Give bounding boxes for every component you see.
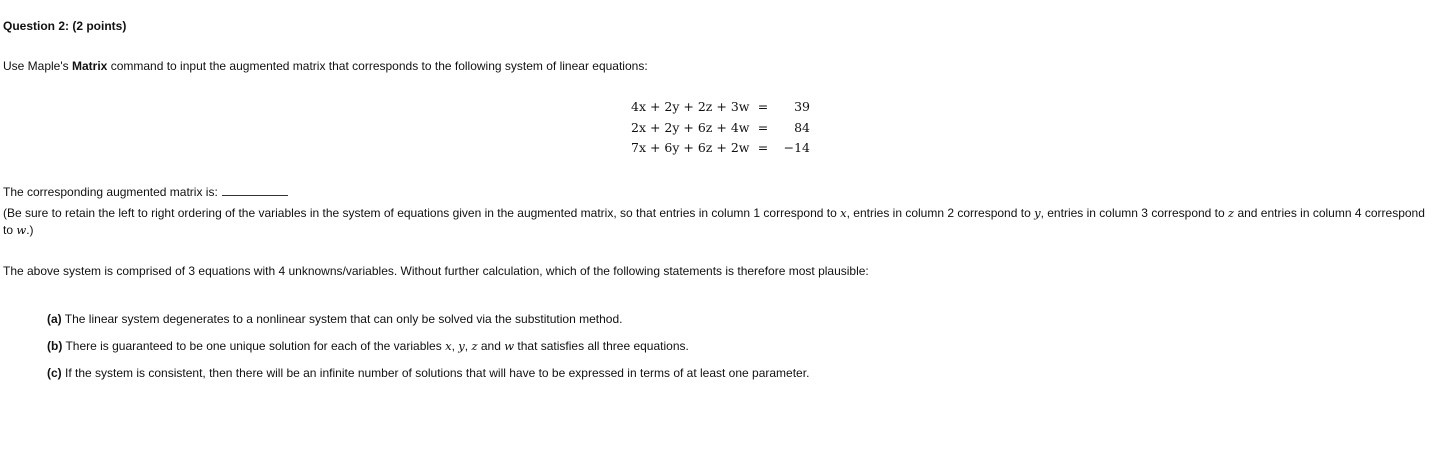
separator: , (451, 339, 455, 353)
intro-suffix: command to input the augmented matrix that corresponds to the following system of linear equations: (110, 59, 648, 73)
option-c-label: (c) (47, 366, 62, 380)
option-b-text: There is guaranteed to be one unique solution for each of the variables (65, 339, 442, 353)
intro-matrix-command: Matrix (72, 59, 108, 73)
equation-lhs: 7x + 6y + 6z + 2w (631, 140, 750, 155)
separator: , (464, 339, 469, 353)
note-text: .) (26, 223, 34, 237)
answer-blank-input[interactable] (222, 183, 288, 196)
option-a[interactable] (47, 312, 622, 326)
option-a-label: (a) (47, 312, 62, 326)
variable-z: z (471, 339, 478, 353)
variable-w: w (16, 223, 27, 237)
plausible-question: The above system is comprised of 3 equations with 4 unknowns/variables. Without further calculation, which of the following statements is therefore most plausible: (3, 264, 869, 278)
answer-line (3, 183, 288, 199)
option-b[interactable] (47, 339, 689, 353)
ordering-note (3, 205, 1435, 239)
note-text: , entries in column 2 correspond to (846, 206, 1031, 220)
conjunction: and (480, 339, 501, 353)
variable-z: z (1228, 206, 1235, 220)
intro-prefix: Use Maple's (3, 59, 69, 73)
option-b-text: that satisfies all three equations. (517, 339, 689, 353)
answer-label: The corresponding augmented matrix is: (3, 185, 218, 199)
note-text: and entries in column 4 correspond to (3, 206, 1425, 237)
equation-lhs: 4x + 2y + 2z + 3w (631, 99, 750, 114)
equals-sign: = (757, 99, 769, 114)
equation-rhs: 84 (794, 119, 810, 135)
equation-rhs: −14 (783, 140, 810, 155)
question-title: Question 2: (2 points) (3, 19, 127, 33)
variable-y: y (458, 339, 465, 353)
option-a-text: The linear system degenerates to a nonlinear system that can only be solved via the substitution method. (64, 312, 623, 326)
option-c[interactable] (47, 366, 809, 380)
variable-x: x (445, 339, 452, 353)
option-b-label: (b) (47, 339, 63, 353)
variable-y: y (1034, 206, 1041, 220)
equation-lhs: 2x + 2y + 6z + 4w (631, 119, 750, 135)
option-c-text: If the system is consistent, then there will be an infinite number of solutions that will have to be expressed in terms of at least one parameter. (65, 366, 810, 380)
note-text: (Be sure to retain the left to right ordering of the variables in the system of equations given in the augmented matrix, so that entries in column 1 correspond to (3, 206, 837, 220)
question-intro (3, 59, 648, 73)
variable-w: w (504, 339, 515, 353)
equals-sign: = (757, 140, 769, 155)
equals-sign: = (757, 119, 769, 135)
note-text: , entries in column 3 correspond to (1040, 206, 1225, 220)
equation-rhs: 39 (794, 99, 810, 114)
variable-x: x (840, 206, 847, 220)
